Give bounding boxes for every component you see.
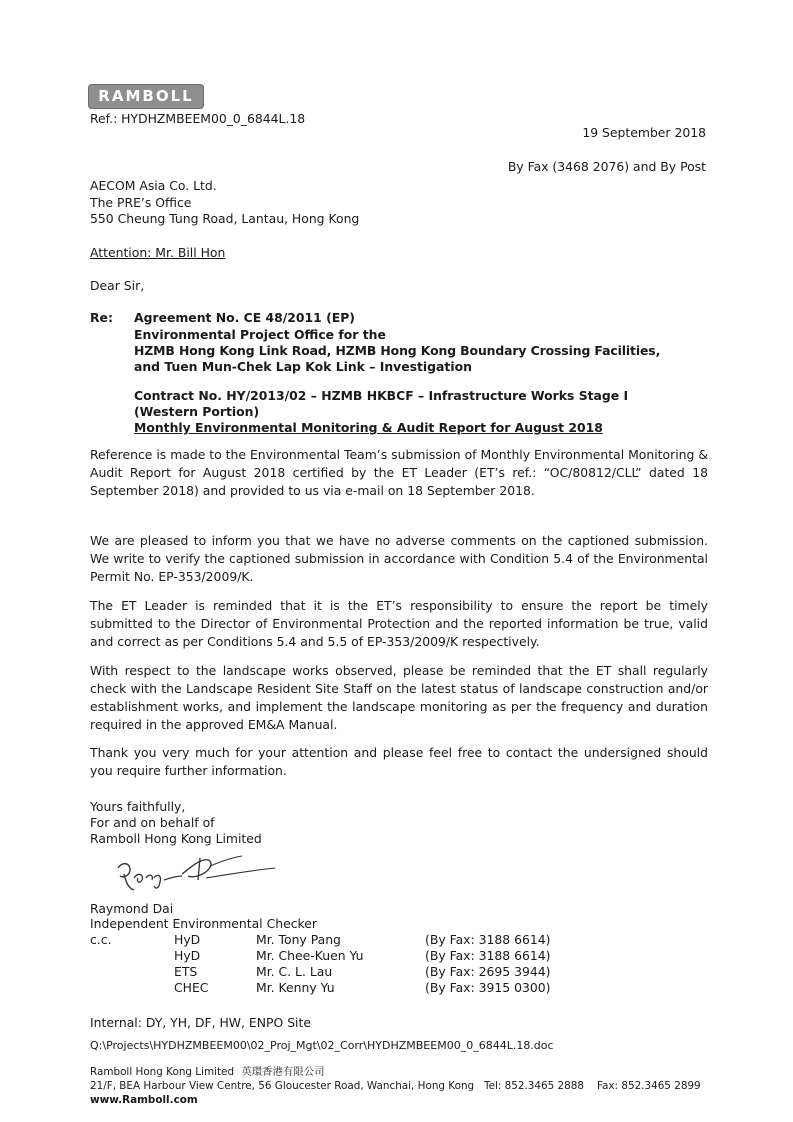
signatory-name: Raymond Dai: [90, 901, 174, 916]
subject-report-title: Monthly Environmental Monitoring & Audit Report for August 2018: [134, 420, 603, 435]
subject-contract: Contract No. HY/2013/02 – HZMB HKBCF – Infrastructure Works Stage I: [134, 388, 629, 403]
cc-name: Mr. Tony Pang: [256, 932, 341, 947]
signatory-title: Independent Environmental Checker: [90, 916, 317, 931]
cc-label: c.c.: [90, 932, 112, 947]
cc-name: Mr. C. L. Lau: [256, 964, 333, 979]
cc-org: CHEC: [174, 980, 209, 995]
closing-yours: Yours faithfully,: [90, 799, 186, 814]
cc-fax: (By Fax: 3188 6614): [425, 932, 551, 947]
subject-office: Environmental Project Office for the: [134, 327, 386, 342]
cc-name: Mr. Kenny Yu: [256, 980, 335, 995]
footer-website[interactable]: www.Ramboll.com: [90, 1094, 198, 1106]
footer-address: 21/F, BEA Harbour View Centre, 56 Gloucester Road, Wanchai, Hong Kong: [90, 1080, 475, 1092]
cc-org: HyD: [174, 932, 201, 947]
footer-company-en: Ramboll Hong Kong Limited: [90, 1066, 235, 1078]
cc-org: ETS: [174, 964, 198, 979]
footer-fax: Fax: 852.3465 2899: [597, 1080, 701, 1092]
paragraph-thanks: Thank you very much for your attention and please feel free to contact the undersigned should you require further information.: [90, 745, 708, 778]
subject-link: and Tuen Mun-Chek Lap Kok Link – Investigation: [134, 359, 472, 374]
paragraph-reference: Reference is made to the Environmental Team’s submission of Monthly Environmental Monitoring & Audit Report for August 2018 certified by the ET Leader (ET’s ref.: “OC/80812/CLL” dated 18 September 2018) and provided to us via e-mail on 18 September 2018.: [90, 447, 708, 498]
cc-name: Mr. Chee-Kuen Yu: [256, 948, 364, 963]
reference-number: Ref.: HYDHZMBEEM00_0_6844L.18: [90, 111, 306, 126]
handwritten-signature: [110, 848, 280, 898]
recipient-address: 550 Cheung Tung Road, Lantau, Hong Kong: [90, 211, 360, 226]
cc-org: HyD: [174, 948, 201, 963]
footer-tel: Tel: 852.3465 2888: [484, 1080, 584, 1092]
salutation: Dear Sir,: [90, 278, 145, 293]
cc-fax: (By Fax: 3188 6614): [425, 948, 551, 963]
subject-label: Re:: [90, 310, 113, 325]
cc-fax: (By Fax: 2695 3944): [425, 964, 551, 979]
cc-fax: (By Fax: 3915 0300): [425, 980, 551, 995]
delivery-method: By Fax (3468 2076) and By Post: [507, 159, 706, 174]
internal-distribution: Internal: DY, YH, DF, HW, ENPO Site: [90, 1015, 311, 1030]
subject-agreement: Agreement No. CE 48/2011 (EP): [134, 310, 355, 325]
paragraph-no-comments: We are pleased to inform you that we have no adverse comments on the captioned submission. We write to verify the captioned submission in accordance with Condition 5.4 of the Environmental Permit No. EP-353/2009/K.: [90, 533, 708, 584]
attention-line: Attention: Mr. Bill Hon: [90, 245, 226, 260]
letter-date: 19 September 2018: [582, 125, 706, 140]
subject-projects: HZMB Hong Kong Link Road, HZMB Hong Kong Boundary Crossing Facilities,: [134, 343, 661, 358]
subject-portion: (Western Portion): [134, 404, 260, 419]
closing-company: Ramboll Hong Kong Limited: [90, 831, 262, 846]
paragraph-landscape: With respect to the landscape works observed, please be reminded that the ET shall regularly check with the Landscape Resident Site Staff on the latest status of landscape construction and/or establishment works, and implement the landscape monitoring as per the frequency and duration required in the approved EM&A Manual.: [90, 663, 708, 732]
recipient-company: AECOM Asia Co. Ltd.: [90, 178, 217, 193]
paragraph-et-reminder: The ET Leader is reminded that it is the ET’s responsibility to ensure the report be timely submitted to the Director of Environmental Protection and the reported information be true, valid and correct as per Conditions 5.4 and 5.5 of EP-353/2009/K respectively.: [90, 598, 708, 649]
closing-behalf: For and on behalf of: [90, 815, 215, 830]
recipient-office: The PRE’s Office: [90, 195, 192, 210]
ramboll-logo: RAMBOLL: [88, 84, 204, 109]
footer-company-cn: 英環香港有限公司: [241, 1066, 325, 1078]
file-path: Q:\Projects\HYDHZMBEEM00\02_Proj_Mgt\02_Corr\HYDHZMBEEM00_0_6844L.18.doc: [90, 1039, 554, 1052]
